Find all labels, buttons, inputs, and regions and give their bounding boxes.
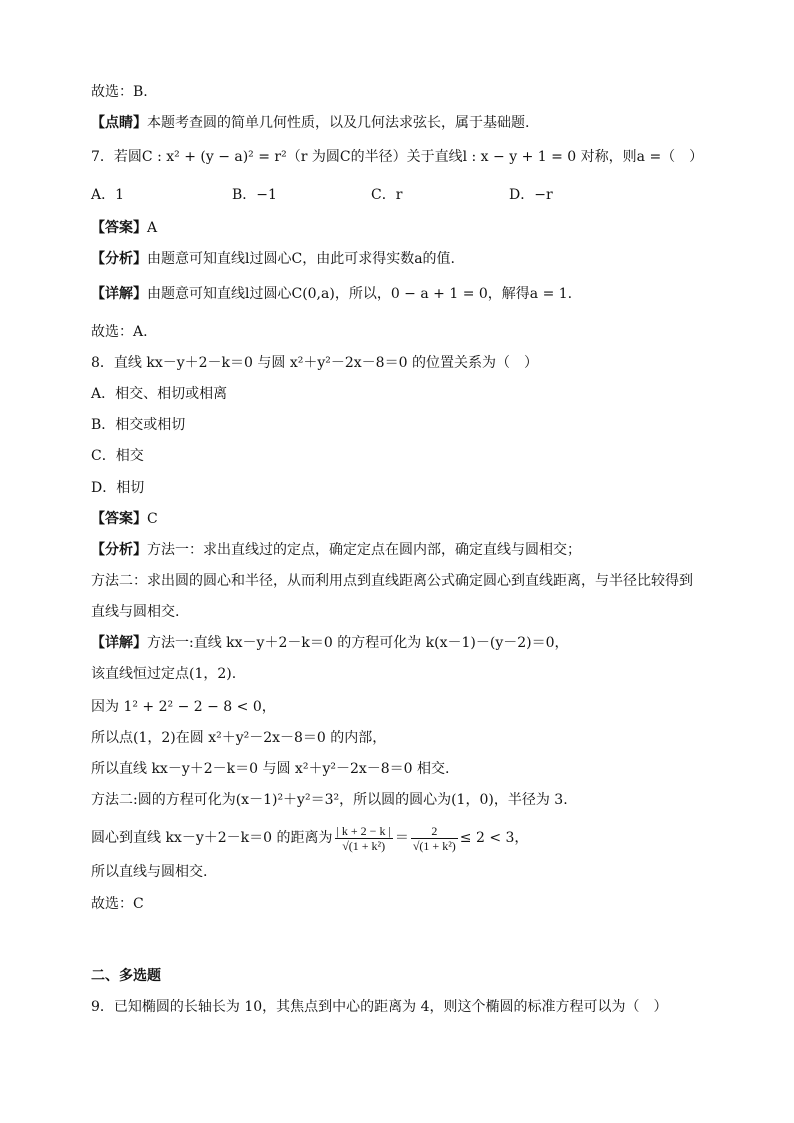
tag-label: 【答案】 [91, 220, 147, 236]
line-text: 方法二:圆的方程可化为(x－1)²＋y²＝3²，所以圆的圆心为(1，0)，半径为 3. [91, 792, 568, 808]
tag-label: 【分析】 [91, 542, 147, 558]
text-line [91, 664, 724, 684]
question-text: 8．直线 kx－y＋2－k＝0 与圆 x²＋y²－2x－8＝0 的位置关系为（ ） [91, 355, 538, 371]
fraction-denominator: √(1 + k²) [342, 838, 386, 853]
option-a: A．1 [91, 187, 125, 203]
detail-line [91, 284, 724, 304]
option-c: C．r [371, 187, 403, 203]
tag-label: 【分析】 [91, 251, 147, 267]
line-text: 所以直线与圆相交. [91, 864, 208, 880]
option-d [91, 478, 724, 498]
question-9 [91, 997, 724, 1017]
question-text: 9．已知椭圆的长轴长为 10，其焦点到中心的距离为 4，则这个椭圆的标准方程可以为（ ） [91, 999, 668, 1015]
text-line [91, 728, 724, 748]
option-d: D．−r [509, 187, 553, 203]
answer-line [91, 218, 724, 238]
fraction-numerator: 2 [411, 824, 458, 839]
text-line [91, 82, 724, 102]
line-text: 方法二：求出圆的圆心和半径，从而利用点到直线距离公式确定圆心到直线距离，与半径比较得到 [91, 573, 693, 589]
line-text: 该直线恒过定点(1，2). [91, 666, 237, 682]
line-text: 直线与圆相交. [91, 604, 180, 620]
question-7 [91, 147, 724, 167]
line-text: 由题意可知直线l过圆心C，由此可求得实数a的值. [147, 251, 455, 267]
line-text: A．相交、相切或相离 [91, 386, 228, 402]
line-text: 本题考查圆的简单几何性质，以及几何法求弦长，属于基础题. [147, 115, 530, 131]
line-text: 所以点(1，2)在圆 x²＋y²－2x－8＝0 的内部， [91, 730, 387, 746]
question-8 [91, 353, 724, 373]
line-text: 故选：C [91, 896, 144, 912]
line-text: 圆心到直线 kx－y＋2－k＝0 的距离为 [91, 830, 333, 846]
line-text: 方法一:直线 kx－y＋2－k＝0 的方程可化为 k(x－1)－(y－2)＝0， [147, 635, 569, 651]
text-line [91, 790, 724, 810]
fraction-denominator: √(1 + k²) [412, 838, 456, 853]
line-text: 故选：A. [91, 324, 148, 340]
text-line [91, 697, 724, 717]
question-text: 7．若圆C : x² + (y − a)² = r²（r 为圆C的半径）关于直线l : x − y + 1 = 0 对称，则a =（ ） [91, 149, 704, 165]
text-line [91, 759, 724, 779]
option-a [91, 384, 724, 404]
line-text: A [147, 220, 158, 236]
line-text: 故选：B. [91, 84, 148, 100]
line-text: D．相切 [91, 480, 145, 496]
analysis-line [91, 540, 724, 560]
option-b [91, 415, 724, 435]
tag-label: 【答案】 [91, 511, 147, 527]
text-line [91, 571, 724, 591]
line-text: C．相交 [91, 448, 144, 464]
line-text: 因为 1² + 2² − 2 − 8 < 0， [91, 699, 276, 715]
text-line [91, 322, 724, 342]
line-text: ≤ 2 < 3， [459, 830, 529, 846]
text-line [91, 862, 724, 882]
line-text: B．相交或相切 [91, 417, 186, 433]
tag-label: 【详解】 [91, 286, 147, 302]
tag-label: 【点睛】 [91, 115, 147, 131]
option-c [91, 446, 724, 466]
distance-formula-line [91, 822, 724, 854]
text-line [91, 602, 724, 622]
text-line [91, 894, 724, 914]
line-text: 方法一：求出直线过的定点，确定定点在圆内部，确定直线与圆相交； [147, 542, 581, 558]
fraction-numerator: | k + 2 − k | [336, 823, 391, 838]
analysis-line [91, 249, 724, 269]
equals-sign: ＝ [394, 830, 409, 846]
fraction-2 [411, 824, 458, 853]
option-b: B．−1 [232, 187, 277, 203]
line-text: 由题意可知直线l过圆心C(0,a)，所以，0 − a + 1 = 0，解得a = 1. [147, 286, 573, 302]
line-text: C [147, 511, 158, 527]
note-line [91, 113, 724, 133]
tag-label: 【详解】 [91, 635, 147, 651]
section-title: 二、多选题 [91, 968, 161, 984]
line-text: 所以直线 kx－y＋2－k＝0 与圆 x²＋y²－2x－8＝0 相交. [91, 761, 450, 777]
fraction-1 [335, 824, 393, 853]
answer-line [91, 509, 724, 529]
section-heading [91, 966, 724, 986]
detail-line [91, 633, 724, 653]
